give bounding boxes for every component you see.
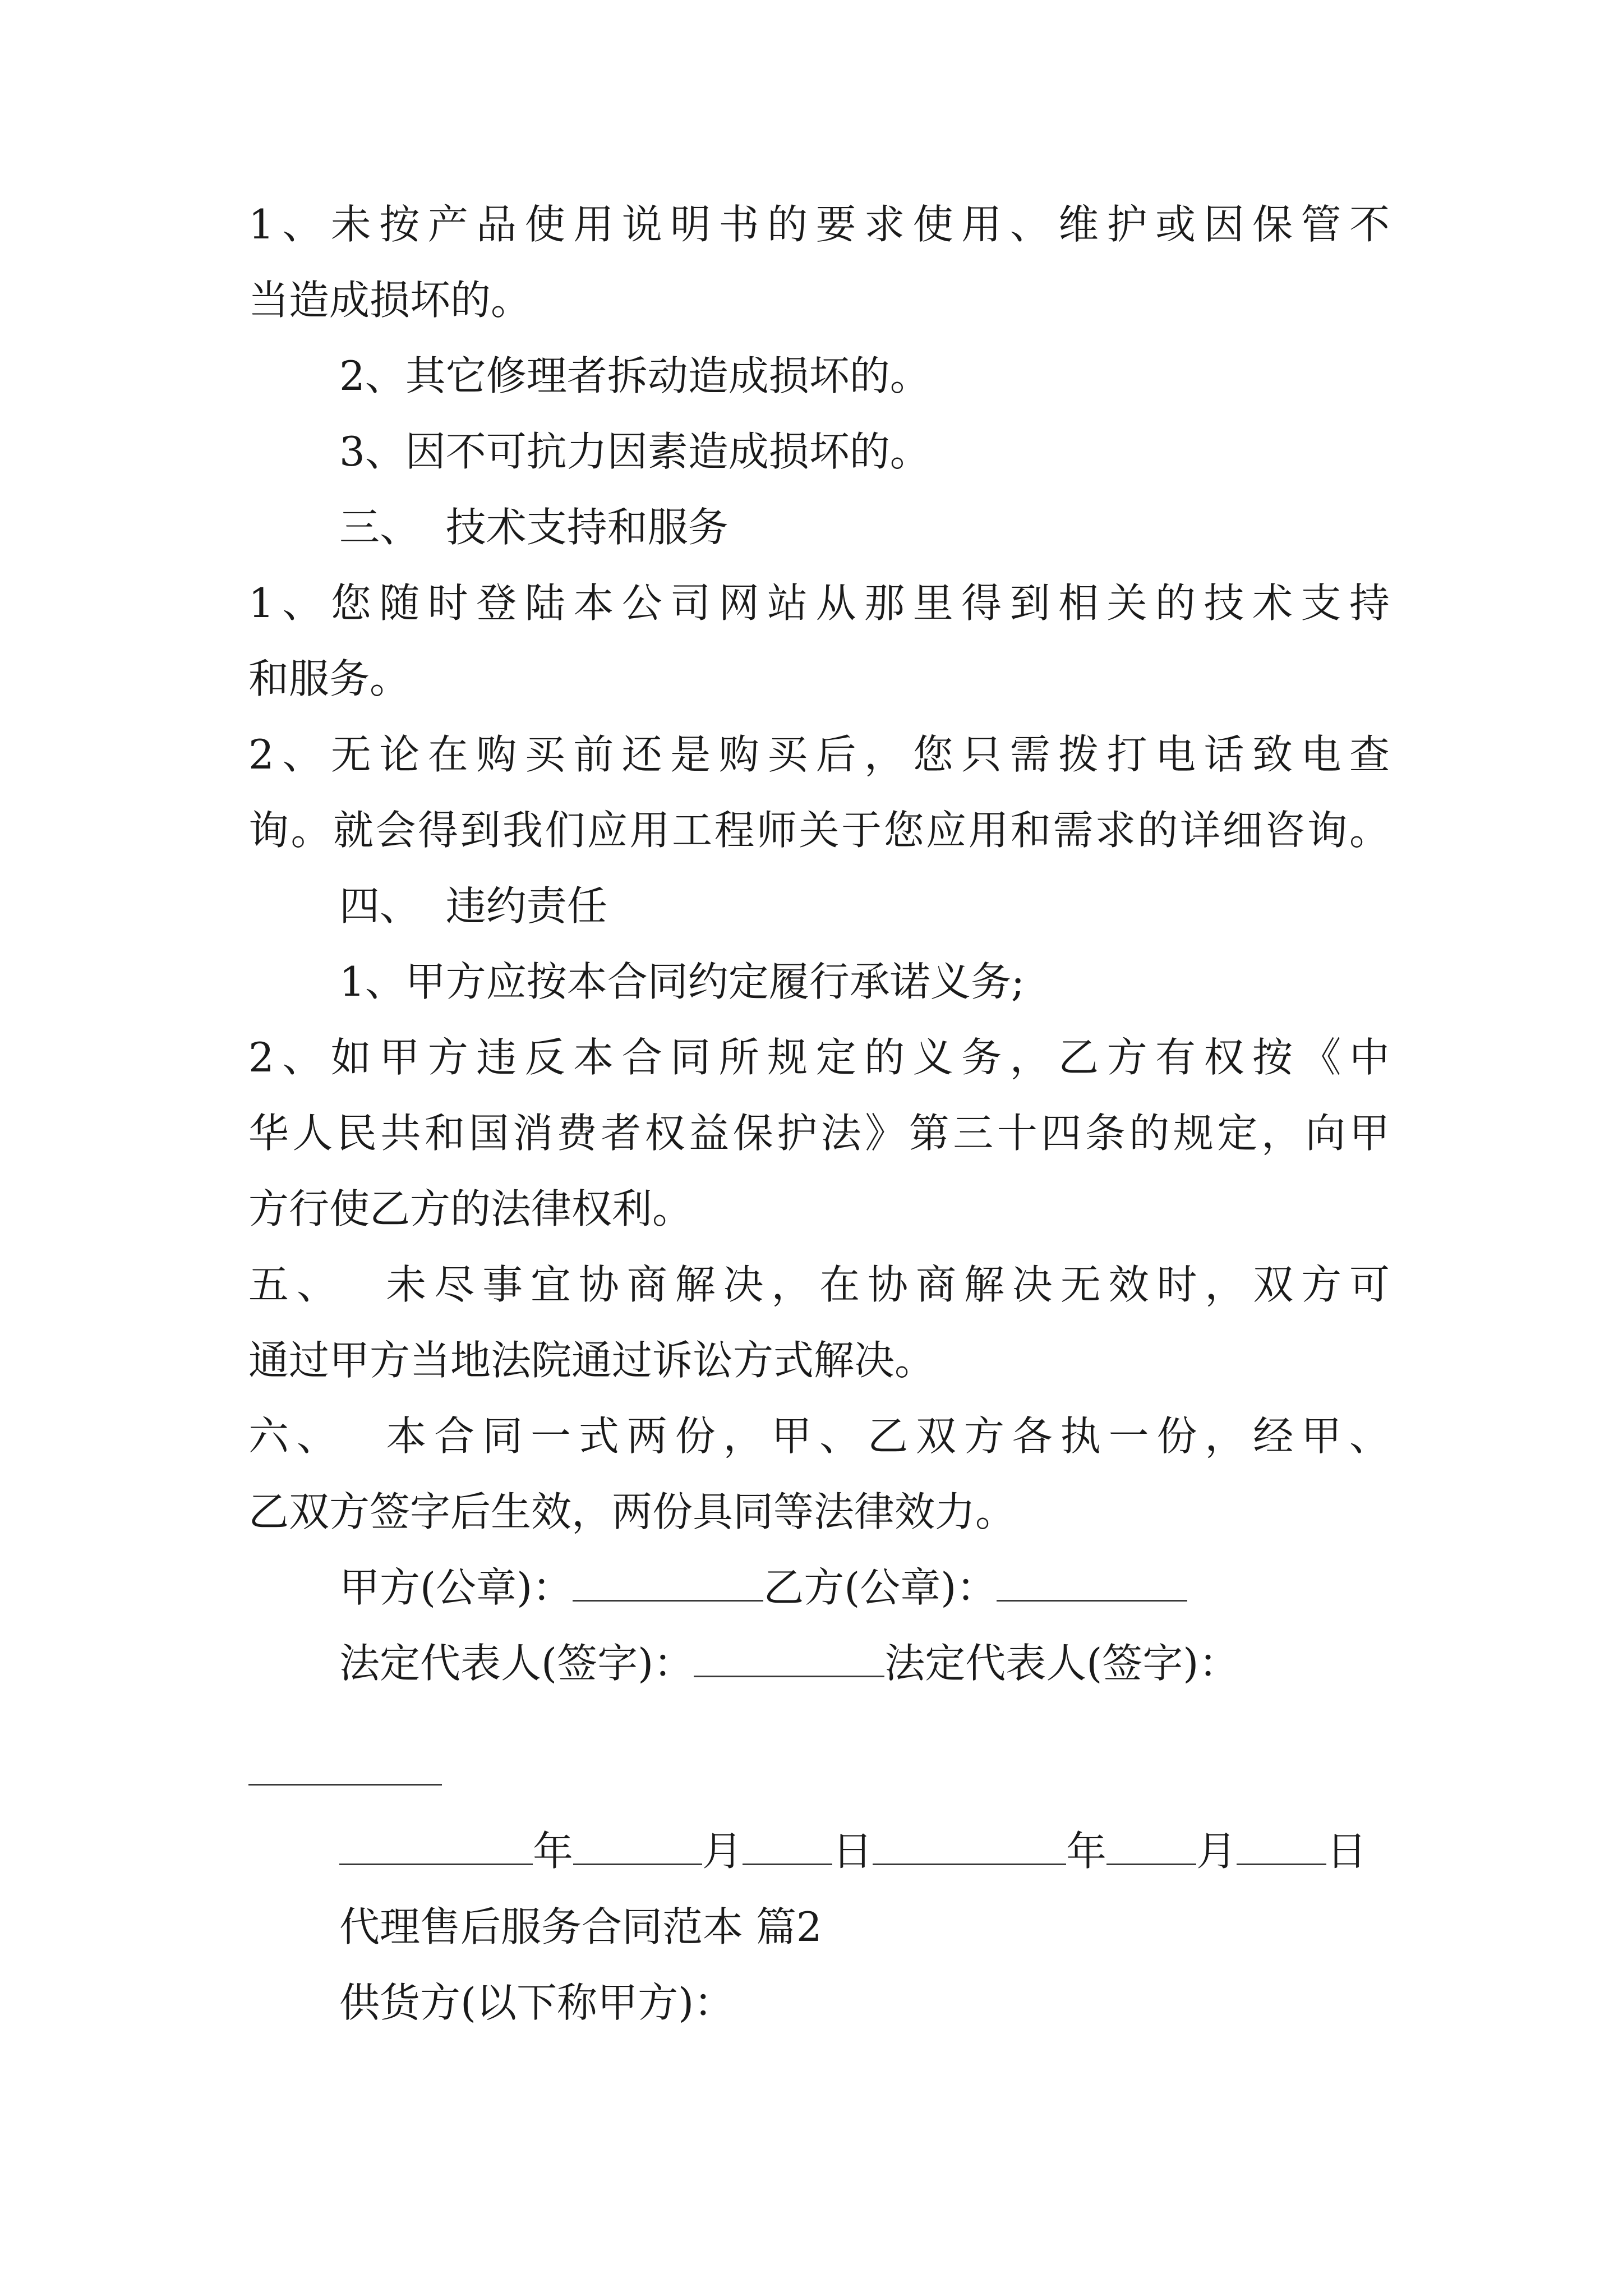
paragraph-line: 通过甲方当地法院通过诉讼方式解决。 bbox=[248, 1337, 935, 1384]
party-b-label: 乙方(公章)： bbox=[763, 1564, 997, 1611]
month-b-blank bbox=[1106, 1823, 1196, 1865]
year-b-blank bbox=[873, 1823, 1066, 1865]
year-a-blank bbox=[339, 1823, 533, 1865]
party-a-blank bbox=[573, 1559, 763, 1602]
paragraph-line: 方行使乙方的法律权利。 bbox=[248, 1185, 693, 1232]
paragraph-line: 五、 未尽事宜协商解决，在协商解决无效时，双方可 bbox=[248, 1261, 1390, 1308]
rep-b-blank bbox=[248, 1784, 442, 1786]
paragraph-line: 六、 本合同一式两份，甲、乙双方各执一份，经甲、 bbox=[248, 1412, 1390, 1460]
paragraph-line: 3、因不可抗力因素造成损坏的。 bbox=[339, 428, 930, 475]
day-b-blank bbox=[1237, 1823, 1326, 1865]
paragraph-line: 1、甲方应按本合同约定履行承诺义务; bbox=[339, 958, 1025, 1005]
year-b-label: 年 bbox=[1066, 1828, 1107, 1875]
day-b-label: 日 bbox=[1326, 1828, 1367, 1875]
month-b-label: 月 bbox=[1196, 1828, 1237, 1875]
paragraph-line: 2、如甲方违反本合同所规定的义务，乙方有权按《中 bbox=[248, 1034, 1390, 1081]
paragraph-line: 2、其它修理者拆动造成损坏的。 bbox=[339, 352, 930, 399]
paragraph-line: 询。就会得到我们应用工程师关于您应用和需求的详细咨询。 bbox=[248, 807, 1390, 854]
paragraph-line: 当造成损坏的。 bbox=[248, 277, 532, 324]
month-a-blank bbox=[573, 1823, 702, 1865]
signature-date-line bbox=[339, 1823, 1367, 1879]
paragraph-line: 1、您随时登陆本公司网站从那里得到相关的技术支持 bbox=[248, 579, 1390, 627]
year-a-label: 年 bbox=[533, 1828, 574, 1875]
party-b-blank bbox=[997, 1559, 1187, 1602]
supplier-line: 供货方(以下称甲方)： bbox=[339, 1979, 735, 2026]
rep-a-label: 法定代表人(签字)： bbox=[339, 1640, 694, 1687]
party-a-label: 甲方(公章)： bbox=[339, 1564, 573, 1611]
day-a-blank bbox=[743, 1823, 832, 1865]
paragraph-line: 和服务。 bbox=[248, 655, 411, 702]
section2-title: 代理售后服务合同范本 篇2 bbox=[339, 1903, 822, 1950]
month-a-label: 月 bbox=[702, 1828, 743, 1875]
section-heading: 四、 违约责任 bbox=[339, 882, 607, 930]
rep-a-blank bbox=[694, 1635, 884, 1677]
signature-line-representatives bbox=[339, 1635, 1239, 1691]
signature-line-parties bbox=[339, 1559, 1187, 1616]
paragraph-line: 乙双方签字后生效，两份具同等法律效力。 bbox=[248, 1488, 1016, 1535]
rep-b-label: 法定代表人(签字)： bbox=[884, 1640, 1239, 1687]
paragraph-line: 2、无论在购买前还是购买后，您只需拨打电话致电查 bbox=[248, 731, 1390, 778]
paragraph-line: 1、未按产品使用说明书的要求使用、维护或因保管不 bbox=[248, 201, 1390, 248]
section-heading: 三、 技术支持和服务 bbox=[339, 504, 728, 551]
day-a-label: 日 bbox=[832, 1828, 873, 1875]
paragraph-line: 华人民共和国消费者权益保护法》第三十四条的规定，向甲 bbox=[248, 1110, 1390, 1157]
